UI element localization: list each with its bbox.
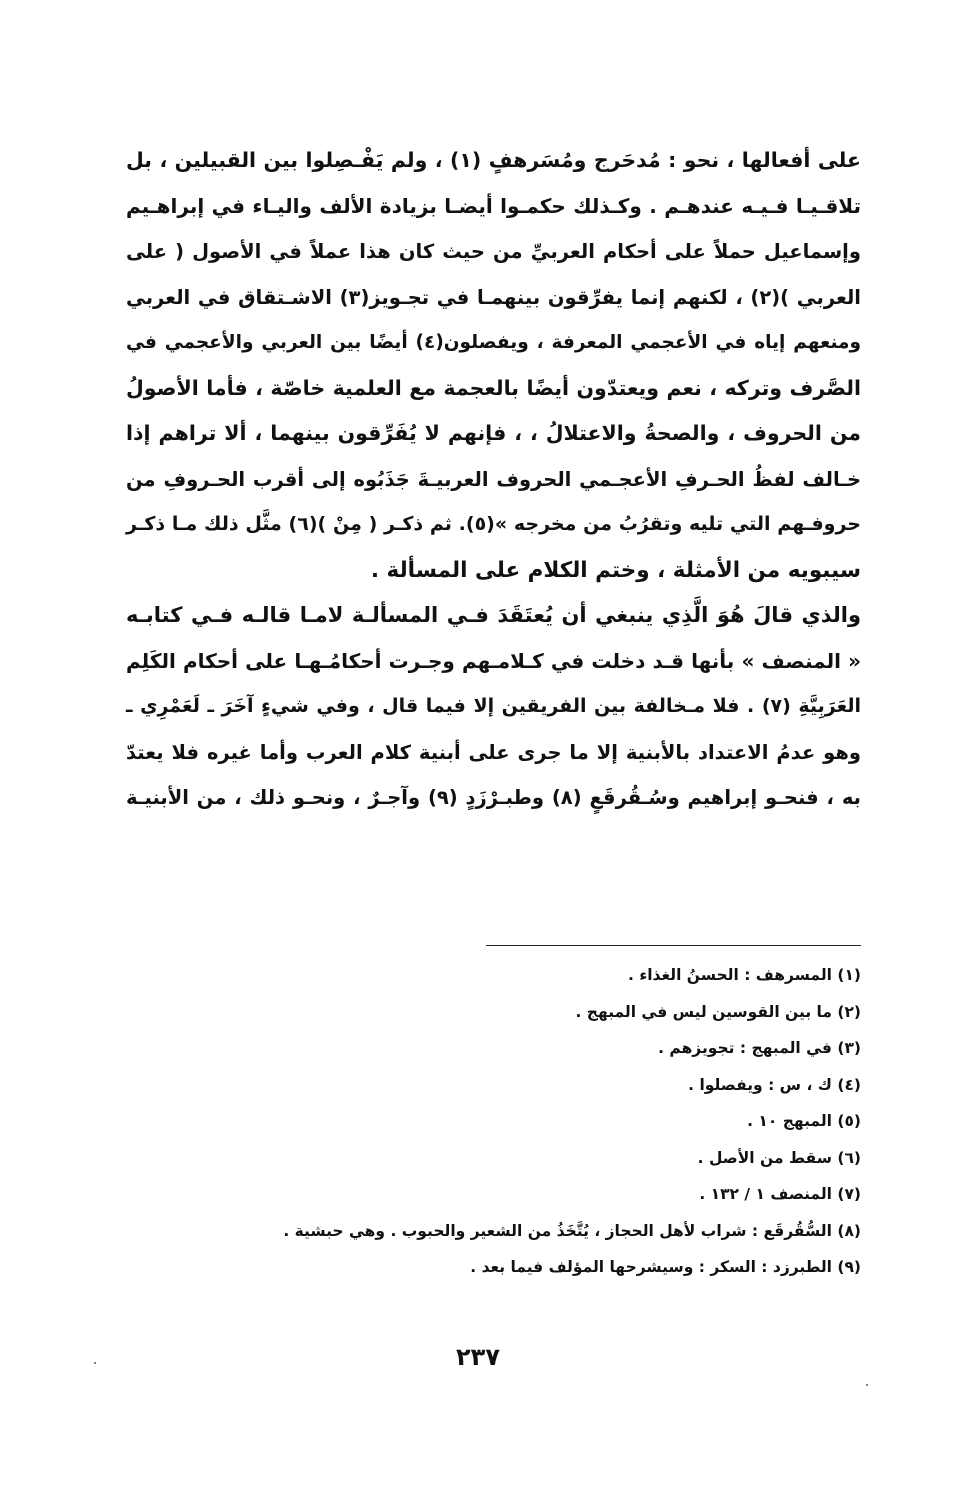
text-line: سيبويه من الأمثلة ، وختم الكلام على المسألة .	[370, 557, 861, 583]
footnote: (٤) ك ، س : ويفصلوا .	[688, 1075, 861, 1094]
text-line: خـالف لفظُ الحـرفِ الأعجـمي الحروف العربيـةَ جَذَبُوه إلى أقرب الحـروفِ من	[126, 467, 861, 491]
footnote: (٨) السُّقُرقَع : شراب لأهل الحجاز ، يُتَّخَذُ من الشعير والحبوب . وهي حبشية .	[283, 1221, 861, 1240]
footnote-separator	[486, 945, 861, 946]
scan-speck	[94, 1362, 96, 1364]
page-number: ٢٣٧	[456, 1343, 500, 1371]
text-line: ومنعهم إياه في الأعجمي المعرفة ، ويفصلون(٤) أيضًا بين العربي والأعجمي في	[126, 332, 861, 353]
scan-speck	[866, 1384, 868, 1386]
footnote: (٣) في المبهج : تجويزهم .	[658, 1039, 861, 1057]
footnote: (٧) المنصف ١ / ١٣٢ .	[699, 1185, 861, 1203]
footnote: (٦) سقط من الأصل .	[697, 1148, 861, 1167]
text-line: العَرَبِيَّةِ (٧) . فلا مـخالفة بين الفريقين إلا فيما قال ، وفي شيءٍ آخَرَ ـ لَعَمْرِي ـ	[126, 695, 861, 717]
text-line: من الحروف ، والصحةُ والاعتلالُ ، ، فإنهم لا يُفَرِّقون بينهما ، ألا تراهم إذا	[126, 421, 861, 445]
footnotes-block	[126, 957, 861, 1286]
text-line: به ، فنحـو إبراهيم وسُـقُرقَعٍ (٨) وطبـرْزَدٍ (٩) وآجـرٌ ، ونحـو ذلك ، من الأبنيـة	[126, 786, 861, 809]
text-line: وهو عدمُ الاعتداد بالأبنية إلا ما جرى على أبنية كلام العرب وأما غيره فلا يعتدّ	[126, 740, 861, 764]
text-line: تلاقـيـا فـيـه عندهـم . وكـذلك حكمـوا أيضـا بزيادة الألف واليـاء في إبراهـيم	[126, 193, 861, 218]
main-text-block	[126, 138, 861, 821]
footnote: (١) المسرهف : الحسنُ الغذاء .	[628, 966, 861, 984]
text-line: « المنصف » بأنها قـد دخلت في كـلامـهم وجـرت أحكامُـهـا على أحكام الكَلِم	[126, 648, 861, 673]
text-line: العربي )(٢) ، لكنهم إنما يفرِّقون بينهمـا في تجـويز(٣) الاشـتقاق في العربي	[126, 285, 861, 309]
footnote: (٥) المبهج ١٠ .	[747, 1112, 861, 1130]
text-line: حروفـهم التي تليه وتقرُبُ من مخرجه »(٥). ثم ذكـر ( مِنْ )(٦) مثَّل ذلك مـا ذكـر	[126, 513, 861, 535]
footnote: (٢) ما بين القوسين ليس في المبهج .	[575, 1002, 861, 1021]
text-line: على أفعالها ، نحو : مُدحَرج ومُسَرهفٍ (١) ، ولم يَفْـصِلوا بين القبيلين ، بل	[126, 148, 861, 172]
text-line: الصَّرف وتركه ، نعم ويعتدّون أيضًا بالعجمة مع العلمية خاصّة ، فأما الأصولُ	[126, 375, 861, 400]
text-line: والذي قالَ هُوَ الَّذِي ينبغي أن يُعتَقَدَ فـي المسألـة لامـا قالـه فـي كتابـه	[126, 603, 861, 627]
text-line: وإسماعيل حملاً على أحكام العربيِّ من حيث كان هذا عملاً في الأصول ( على	[126, 240, 861, 263]
footnote: (٩) الطبرزد : السكر : وسيشرحها المؤلف فيما بعد .	[470, 1258, 861, 1276]
